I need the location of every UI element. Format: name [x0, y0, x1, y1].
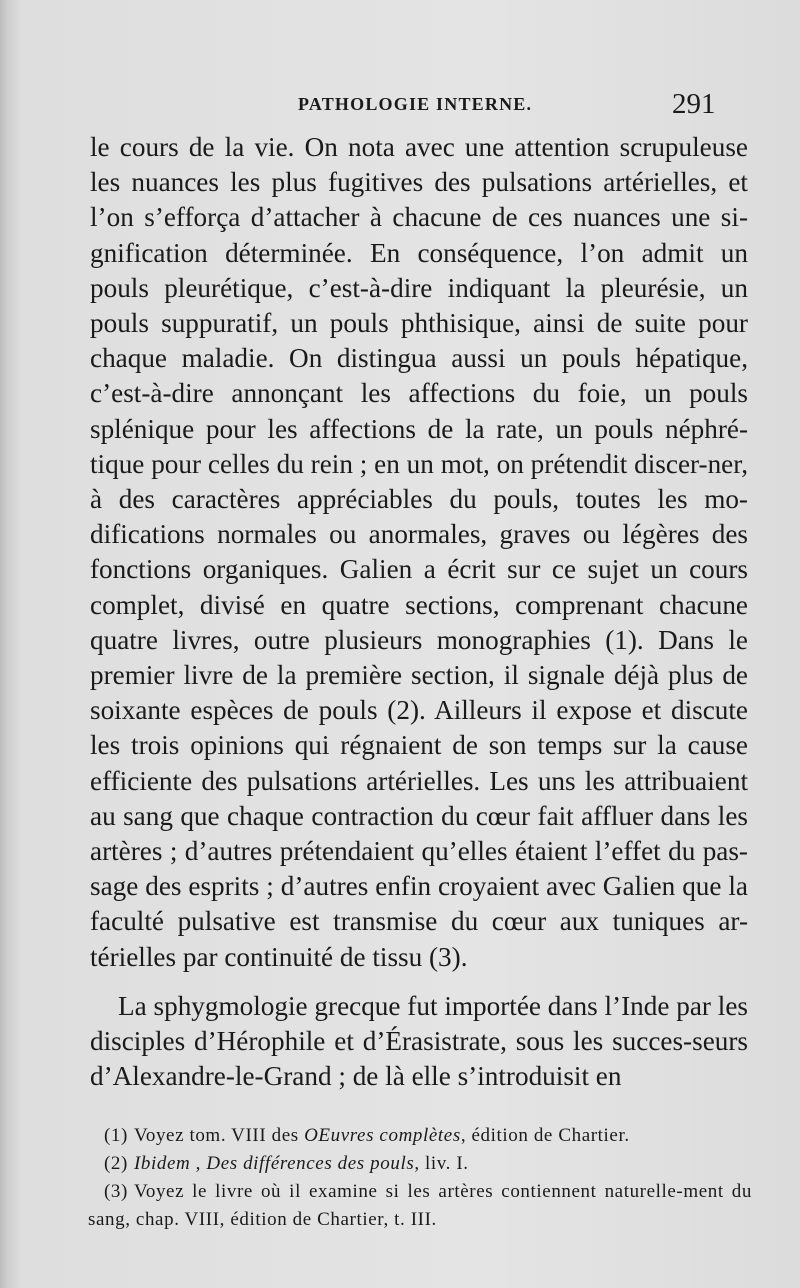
paragraph: La sphygmologie grecque fut importée dans l’Inde par les disciples d’Hérophile et d’Érasistrate, sous les succes-seurs d’Alexandre-le-Grand ; de là elle s’introduisit en [90, 990, 748, 1092]
footnote-text: , liv. I. [414, 1153, 469, 1174]
footnote-mark: (1) [104, 1125, 128, 1146]
footnote-1 [104, 1122, 752, 1150]
footnote-text: Voyez tom. VIII des [133, 1125, 305, 1146]
footnote-italic: Ibidem , Des différences des pouls [133, 1153, 415, 1174]
body-text [90, 130, 748, 1094]
footnote-text: , édition de Chartier. [460, 1125, 630, 1146]
footnote-text: Voyez le livre où il examine si les artères contiennent naturelle-ment du sang, chap. VIII, édition de Chartier, t. III. [88, 1181, 752, 1230]
footnote-italic: OEuvres complètes [304, 1125, 461, 1146]
footnote-mark: (3) [104, 1181, 128, 1202]
page-header [0, 88, 800, 132]
footnotes [88, 1122, 752, 1234]
page-number: 291 [672, 88, 716, 120]
footnote-2 [104, 1150, 752, 1178]
running-head: PATHOLOGIE INTERNE. [298, 94, 533, 114]
footnote-3 [88, 1178, 752, 1234]
paragraph: le cours de la vie. On nota avec une attention scrupuleuse les nuances les plus fugitives des pulsations artérielles, et l’on s’efforça d’attacher à chacune de ces nuances une si-gnification déterminée. En conséquence, l’on admit un pouls pleurétique, c’est-à-dire indiquant la pleurésie, un pouls suppuratif, un pouls phthisique, ainsi de suite pour chaque maladie. On distingua aussi un pouls hépatique, c’est-à-dire annonçant les affections du foie, un pouls splénique pour les affections de la rate, un pouls néphré-tique pour celles du rein ; en un mot, on prétendit discer-ner, à des caractères appréciables du pouls, toutes les mo-difications normales ou anormales, graves ou légères des fonctions organiques. Galien a écrit sur ce sujet un cours complet, divisé en quatre sections, comprenant chacune quatre livres, outre plusieurs monographies (1). Dans le premier livre de la première section, il signale déjà plus de soixante espèces de pouls (2). Ailleurs il expose et discute les trois opinions qui régnaient de son temps sur la cause efficiente des pulsations artérielles. Les uns les attribuaient au sang que chaque contraction du cœur fait affluer dans les artères ; d’autres prétendaient qu’elles étaient l’effet du pas-sage des esprits ; d’autres enfin croyaient avec Galien que la faculté pulsative est transmise du cœur aux tuniques ar-térielles par continuité de tissu (3). [90, 132, 748, 972]
footnote-mark: (2) [104, 1153, 128, 1174]
